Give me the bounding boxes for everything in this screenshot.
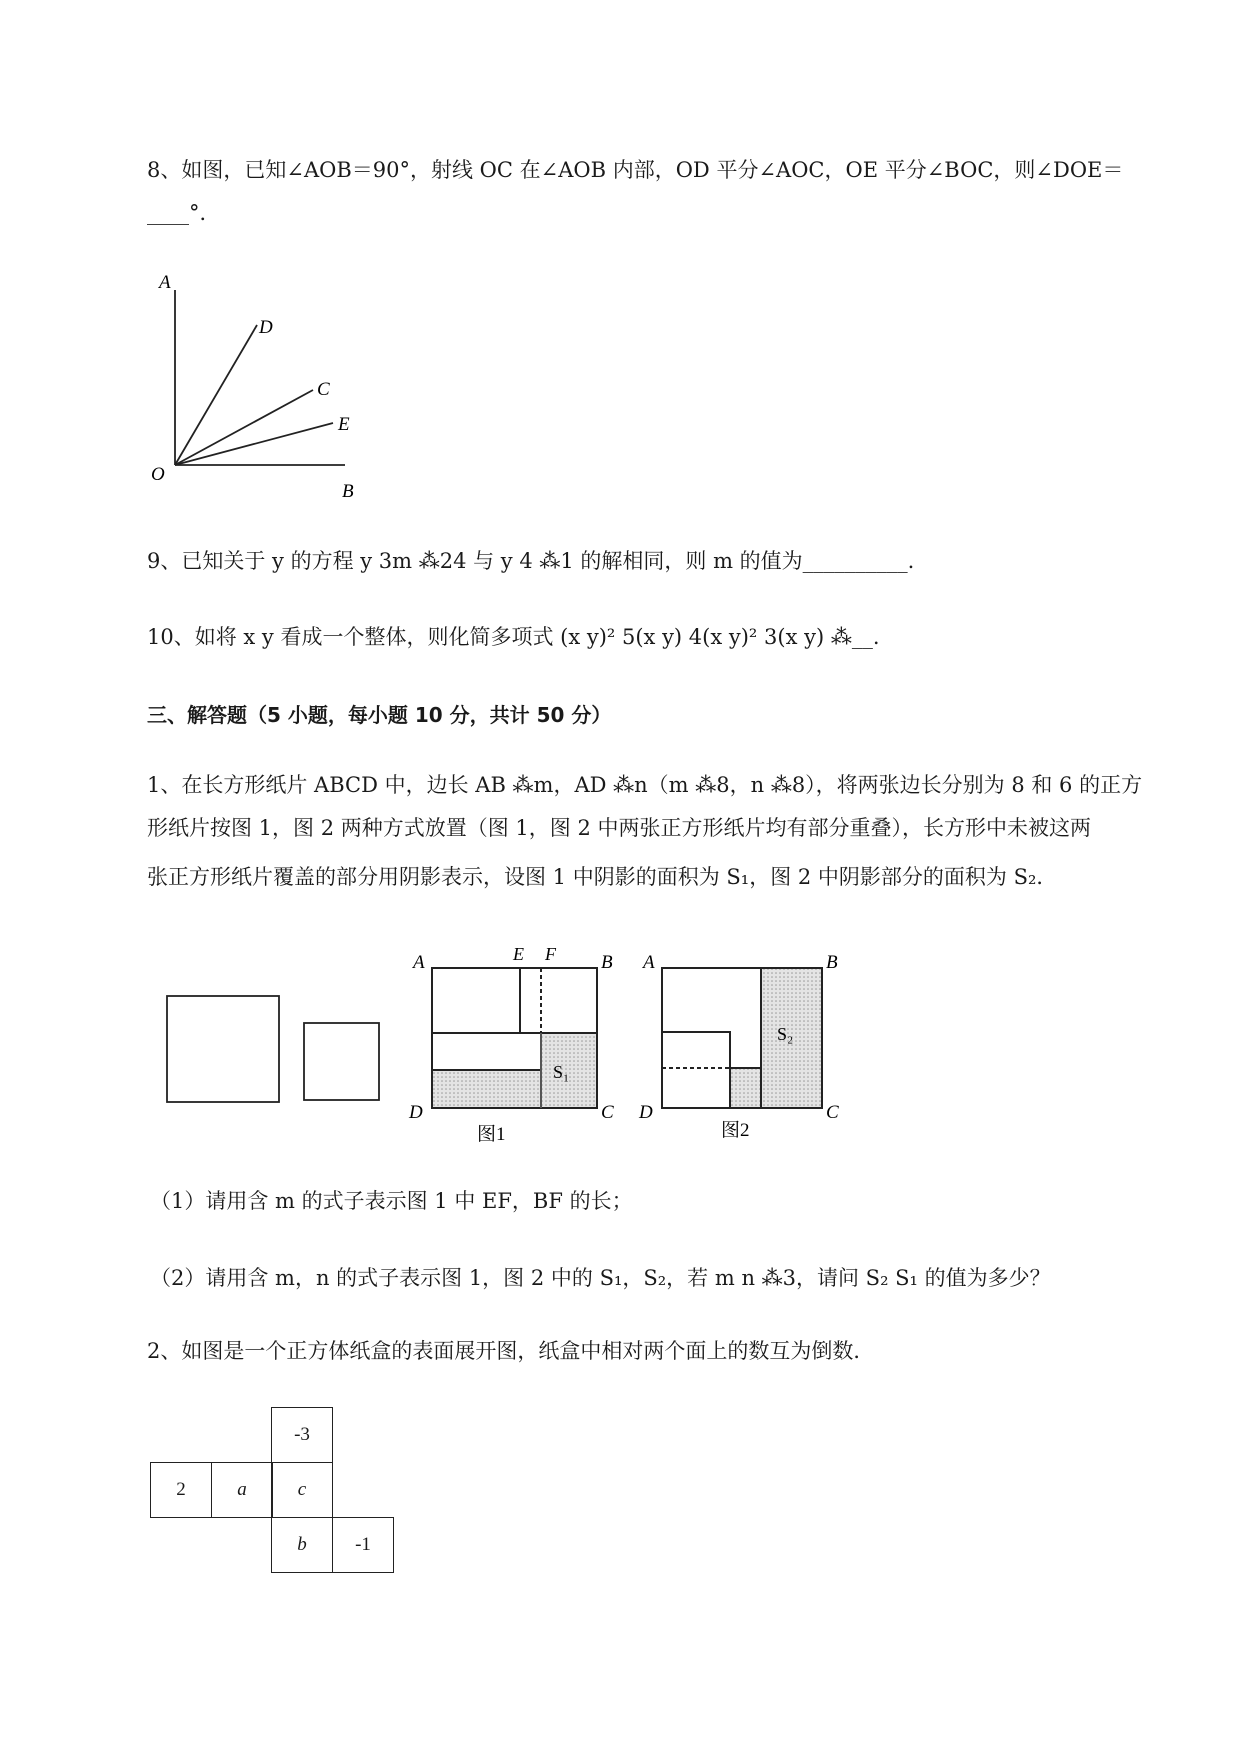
figure-1 xyxy=(405,940,625,1150)
fig2-label-a: A xyxy=(643,952,655,973)
fig1-label-c: C xyxy=(601,1102,614,1123)
fig1-label-a: A xyxy=(413,952,425,973)
net-cell: c xyxy=(271,1462,333,1518)
label-c: C xyxy=(317,379,330,400)
net-cell: -3 xyxy=(271,1407,333,1463)
label-a: A xyxy=(159,272,171,293)
fig2-label-c: C xyxy=(826,1102,839,1123)
q9-text: 9、已知关于 y 的方程 y 3m ⁂24 与 y 4 ⁂1 的解相同，则 m 的值为__________. xyxy=(147,549,915,573)
fig2-caption: 图2 xyxy=(721,1120,750,1141)
label-b: B xyxy=(342,481,354,502)
fig2-label-d: D xyxy=(639,1102,653,1123)
fig1-label-s1: S₁ xyxy=(553,1062,570,1082)
net-cell: a xyxy=(211,1462,273,1518)
p1-sub2: （2）请用含 m，n 的式子表示图 1，图 2 中的 S₁，S₂，若 m n ⁂3，请问 S₂ S₁ 的值为多少？ xyxy=(150,1266,1051,1290)
fig1-caption: 图1 xyxy=(477,1124,506,1145)
fig2-label-s2: S₂ xyxy=(777,1024,794,1044)
p1-sub1: （1）请用含 m 的式子表示图 1 中 EF，BF 的长； xyxy=(150,1189,633,1213)
label-e: E xyxy=(338,414,350,435)
label-d: D xyxy=(259,317,273,338)
net-cell: 2 xyxy=(150,1462,212,1518)
net-cell: -1 xyxy=(332,1517,394,1573)
fig1-label-b: B xyxy=(601,952,613,973)
section-title: 三、解答题（5 小题，每小题 10 分，共计 50 分） xyxy=(147,703,612,727)
fig1-label-e: E xyxy=(513,944,524,964)
angle-figure xyxy=(145,270,375,510)
q8-text: 8、如图，已知∠AOB＝90°，射线 OC 在∠AOB 内部，OD 平分∠AOC，OE 平分∠BOC，则∠DOE＝ xyxy=(147,158,1124,182)
two-squares-figure xyxy=(160,990,390,1110)
q8-blank: ____°． xyxy=(147,201,221,225)
label-o: O xyxy=(151,464,165,485)
p1-line2: 形纸片按图 1，图 2 两种方式放置（图 1，图 2 中两张正方形纸片均有部分重叠），长方形中未被这两 xyxy=(147,816,1091,840)
fig1-label-f: F xyxy=(545,944,556,964)
net-cell: b xyxy=(271,1517,333,1573)
fig1-label-d: D xyxy=(409,1102,423,1123)
fig2-label-b: B xyxy=(826,952,838,973)
q10-text: 10、如将 x y 看成一个整体，则化简多项式 (x y)² 5(x y) 4(x y)² 3(x y) ⁂__. xyxy=(147,625,880,649)
figure-2 xyxy=(635,940,855,1150)
p1-line1: 1、在长方形纸片 ABCD 中，边长 AB ⁂m，AD ⁂n（m ⁂8，n ⁂8），将两张边长分别为 8 和 6 的正方 xyxy=(147,773,1143,797)
p2-text: 2、如图是一个正方体纸盒的表面展开图，纸盒中相对两个面上的数互为倒数． xyxy=(147,1339,875,1363)
p1-line3: 张正方形纸片覆盖的部分用阴影表示，设图 1 中阴影的面积为 S₁，图 2 中阴影部分的面积为 S₂． xyxy=(147,865,1058,889)
cube-net xyxy=(150,1407,400,1587)
